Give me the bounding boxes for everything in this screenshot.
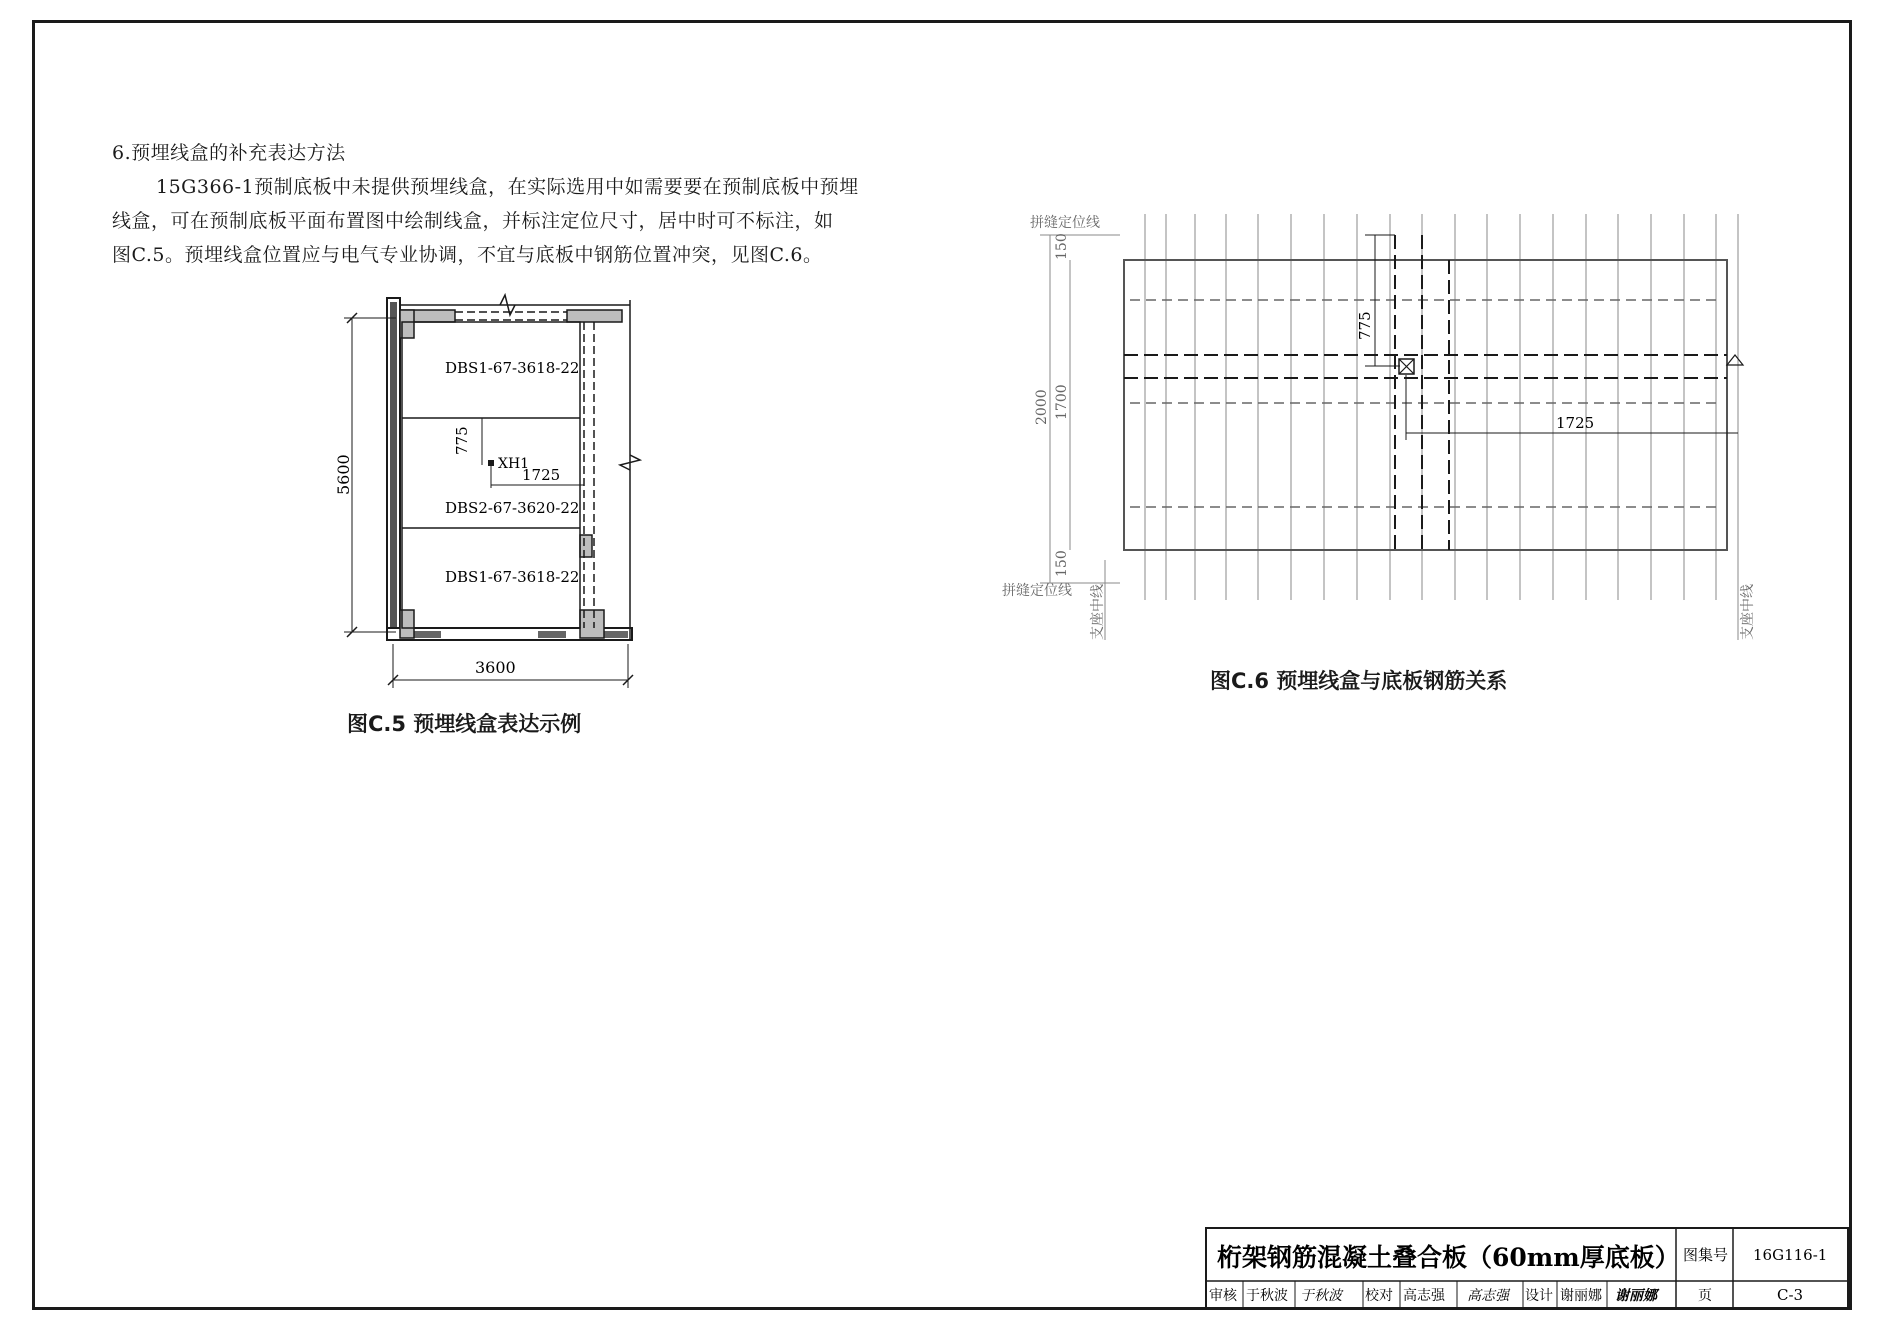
review-name: 于秋波 <box>1246 1288 1288 1304</box>
figure-c5-caption: 图C.5 预埋线盒表达示例 <box>347 712 582 736</box>
fig6-dim-775: 775 <box>1356 311 1374 340</box>
paragraph-line-2: 线盒，可在预制底板平面布置图中绘制线盒，并标注定位尺寸，居中时可不标注，如 <box>112 210 834 232</box>
fig6-dim-150-bottom: 150 <box>1054 550 1070 577</box>
joint-line-top: 拼缝定位线 <box>1030 215 1100 231</box>
atlas-number: 16G116-1 <box>1753 1246 1828 1264</box>
slab-label-3: DBS1-67-3618-22 <box>445 568 580 586</box>
check-name: 高志强 <box>1403 1288 1445 1304</box>
design-name: 谢丽娜 <box>1560 1288 1602 1304</box>
fig6-dim-2000: 2000 <box>1034 389 1050 425</box>
paragraph-line-3: 图C.5。预埋线盒位置应与电气专业协调，不宜与底板中钢筋位置冲突，见图C.6。 <box>112 244 823 266</box>
page-number: C-3 <box>1777 1286 1804 1304</box>
slab-label-2: DBS2-67-3620-22 <box>445 499 580 517</box>
atlas-label: 图集号 <box>1683 1246 1729 1264</box>
figure-c6-caption: 图C.6 预埋线盒与底板钢筋关系 <box>1210 669 1508 693</box>
paragraph-line-1: 15G366-1预制底板中未提供预埋线盒，在实际选用中如需要要在预制底板中预埋 <box>156 176 859 198</box>
design-label: 设计 <box>1525 1288 1553 1304</box>
fig5-dim-1725: 1725 <box>522 466 561 484</box>
page-label: 页 <box>1698 1288 1712 1304</box>
box-label: XH1 <box>498 456 530 472</box>
joint-line-bottom: 拼缝定位线 <box>1002 583 1072 599</box>
drawing-title: 桁架钢筋混凝土叠合板（60mm厚底板） <box>1217 1243 1680 1272</box>
check-label: 校对 <box>1365 1288 1393 1304</box>
design-signature: 谢丽娜 <box>1615 1288 1657 1304</box>
fig6-dim-1725: 1725 <box>1556 414 1595 432</box>
fig5-dim-5600: 5600 <box>334 454 353 495</box>
review-signature: 于秋波 <box>1300 1288 1342 1304</box>
section-heading: 6.预埋线盒的补充表达方法 <box>112 142 346 164</box>
fig5-dim-775: 775 <box>453 426 471 455</box>
slab-label-1: DBS1-67-3618-22 <box>445 359 580 377</box>
check-signature: 高志强 <box>1467 1288 1509 1304</box>
support-line-left: 支座中线 <box>1090 584 1106 640</box>
fig6-dim-1700: 1700 <box>1054 384 1070 420</box>
support-line-right: 支座中线 <box>1740 584 1756 640</box>
fig5-dim-3600: 3600 <box>475 658 516 677</box>
review-label: 审核 <box>1209 1288 1237 1304</box>
fig6-dim-150-top: 150 <box>1054 233 1070 260</box>
title-block <box>1205 1227 1849 1309</box>
